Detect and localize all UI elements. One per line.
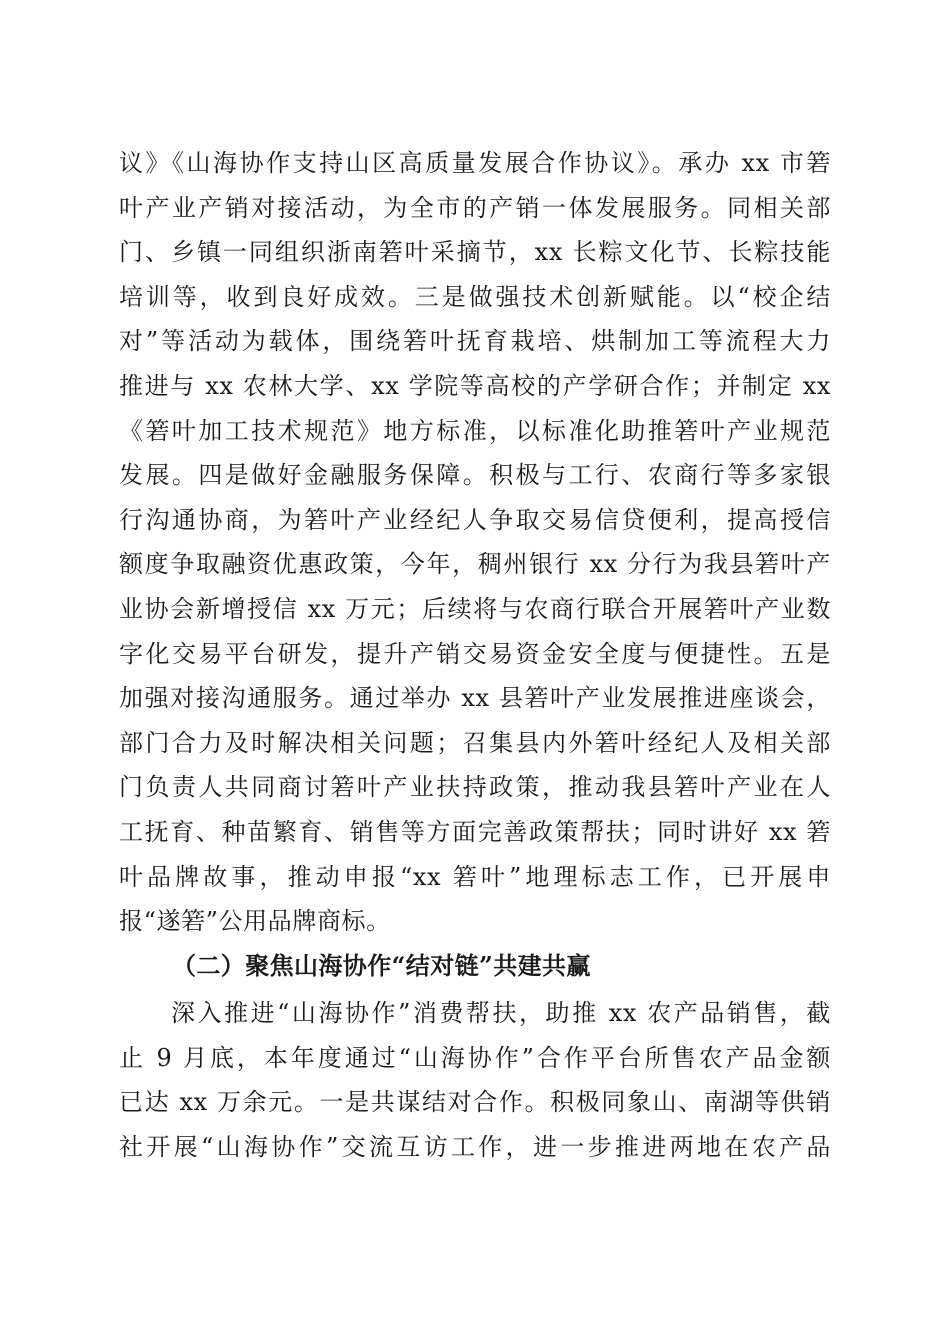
- section-heading: （二）聚焦山海协作“结对链”共建共赢: [172, 951, 591, 980]
- text-line: 对”等活动为载体，围绕箬叶抚育栽培、烘制加工等流程大力: [119, 327, 831, 356]
- text-line: 报“遂箬”公用品牌商标。: [119, 907, 391, 936]
- text-line: 叶产业产销对接活动，为全市的产销一体发展服务。同相关部: [119, 193, 831, 222]
- text-line: 行沟通协商，为箬叶产业经纪人争取交易信贷便利，提高授信: [119, 505, 831, 534]
- text-line: 社开展“山海协作”交流互访工作，进一步推进两地在农产品: [119, 1132, 831, 1161]
- text-line: 深入推进“山海协作”消费帮扶，助推 xx 农产品销售，截: [171, 999, 831, 1027]
- text-line: 部门合力及时解决相关问题；召集县内外箬叶经纪人及相关部: [119, 728, 831, 757]
- text-line: 字化交易平台研发，提升产销交易资金安全度与便捷性。五是: [119, 639, 831, 668]
- body-paragraph: [119, 991, 831, 1169]
- text-line: 止 9 月底，本年度通过“山海协作”合作平台所售农产品金额: [119, 1043, 831, 1072]
- text-line: 业协会新增授信 xx 万元；后续将与农商行联合开展箬叶产业数: [119, 594, 831, 623]
- text-line: 额度争取融资优惠政策，今年，稠州银行 xx 分行为我县箬叶产: [119, 550, 831, 579]
- body-paragraph: [119, 141, 831, 944]
- text-line: 门、乡镇一同组织浙南箬叶采摘节，xx 长粽文化节、长粽技能: [119, 238, 831, 267]
- text-line: 培训等，收到良好成效。三是做强技术创新赋能。以“校企结: [119, 282, 831, 311]
- text-line: 门负责人共同商讨箬叶产业扶持政策，推动我县箬叶产业在人: [119, 773, 831, 802]
- text-line: 工抚育、种苗繁育、销售等方面完善政策帮扶；同时讲好 xx 箬: [119, 817, 831, 846]
- text-line: 议》《山海协作支持山区高质量发展合作协议》。承办 xx 市箬: [119, 149, 831, 177]
- text-line: 叶品牌故事，推动申报“xx 箬叶”地理标志工作，已开展申: [119, 862, 831, 891]
- text-line: 推进与 xx 农林大学、xx 学院等高校的产学研合作；并制定 xx: [119, 371, 831, 400]
- text-line: 已达 xx 万余元。一是共谋结对合作。积极同象山、南湖等供销: [119, 1088, 831, 1117]
- text-line: 发展。四是做好金融服务保障。积极与工行、农商行等多家银: [119, 461, 831, 490]
- text-line: 《箬叶加工技术规范》地方标准，以标准化助推箬叶产业规范: [119, 416, 831, 445]
- text-line: 加强对接沟通服务。通过举办 xx 县箬叶产业发展推进座谈会，: [119, 684, 831, 713]
